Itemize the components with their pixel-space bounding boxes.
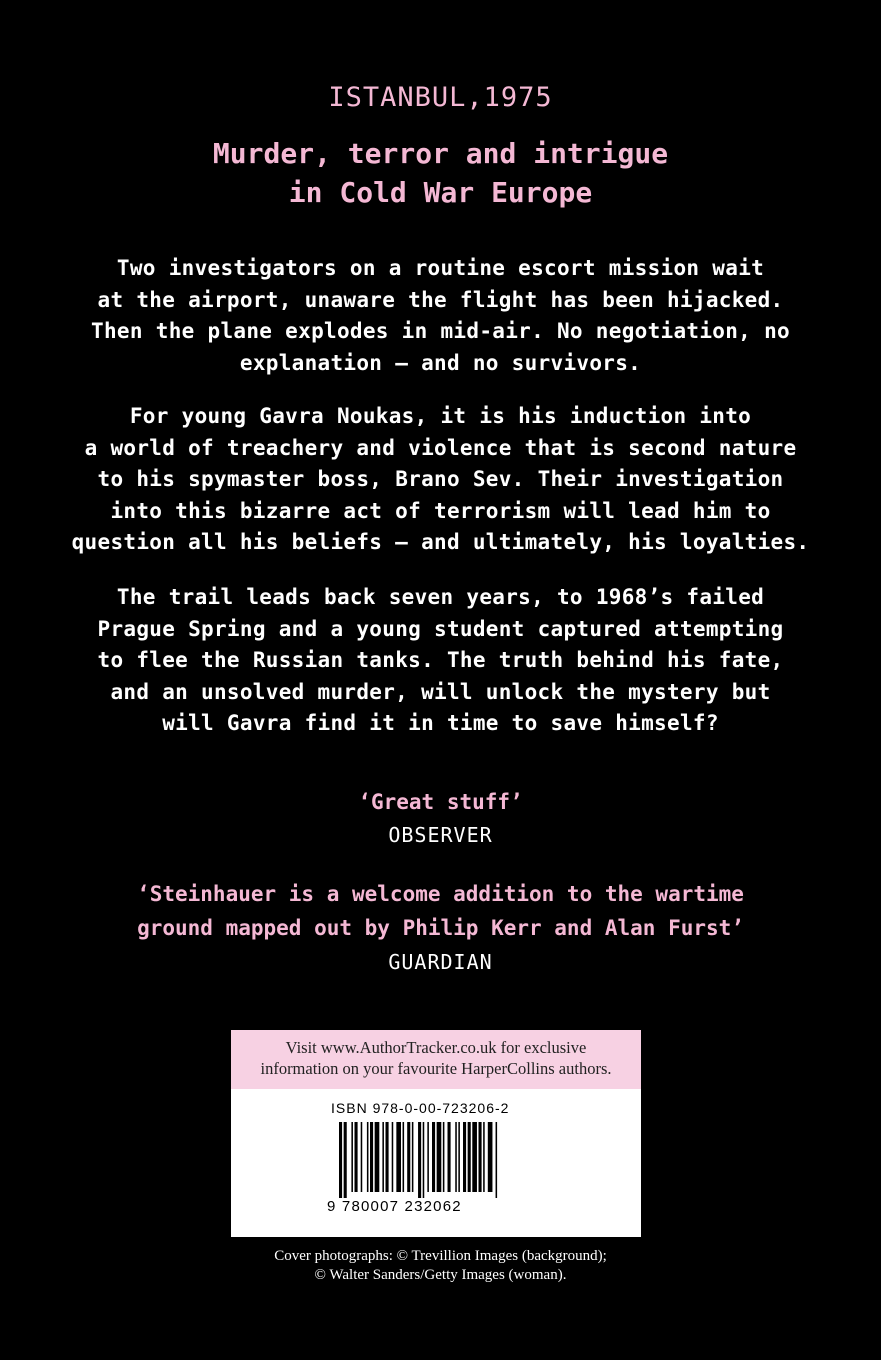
barcode-bar [403,1122,405,1192]
barcode-bar [361,1122,363,1192]
blurb-line: and an unsolved murder, will unlock the mystery but [110,679,771,704]
blurb-line: a world of treachery and violence that is second nature [84,435,797,460]
blurb-line: at the airport, unaware the flight has been hijacked. [97,287,784,312]
credits-line: © Walter Sanders/Getty Images (woman). [314,1267,567,1283]
blurb-line: Then the plane explodes in mid-air. No negotiation, no [91,319,790,343]
barcode-panel [231,1030,641,1237]
barcode-bar [382,1122,384,1192]
blurb-paragraph-2 [0,401,881,559]
blurb-line: into this bizarre act of terrorism will lead him to [110,498,771,523]
barcode-bar [355,1122,358,1192]
barcode-bar [458,1122,460,1192]
barcode-bar [407,1122,410,1192]
barcode-bar [344,1122,347,1198]
review-source: OBSERVER [388,823,493,847]
barcode-digits: 9 780007 232062 [327,1198,462,1215]
author-tracker-line: Visit www.AuthorTracker.co.uk for exclusive [285,1038,587,1057]
tagline [0,134,881,212]
barcode-bar [455,1122,457,1192]
barcode-bar [472,1122,477,1192]
barcode-bar [463,1122,466,1192]
barcode-bar [437,1122,442,1192]
barcode-bar [339,1122,342,1198]
barcode-bar [496,1122,498,1198]
isbn-label: ISBN 978-0-00-723206-2 [331,1100,510,1116]
author-tracker-line: information on your favourite HarperCollins authors. [260,1059,612,1078]
barcode-bar [418,1122,421,1198]
barcode-bar [488,1122,493,1192]
barcode-bar [427,1122,429,1192]
review-quote: ‘Great stuff’ [358,790,523,814]
barcode-bar [375,1122,380,1192]
barcode-bar [386,1122,389,1192]
blurb-line: Two investigators on a routine escort mission wait [116,256,765,280]
blurb-line: to flee the Russian tanks. The truth behind his fate, [97,648,784,672]
blurb-line: Prague Spring and a young student captured attempting [97,616,784,641]
review-guardian [0,877,881,979]
review-quote: ground mapped out by Philip Kerr and Alan Furst’ [137,916,744,940]
credits-line: Cover photographs: © Trevillion Images (background); [274,1248,607,1264]
review-source: GUARDIAN [388,950,493,974]
barcode-bar [483,1122,485,1192]
cover-credits [0,1247,881,1285]
barcode-bar [367,1122,369,1192]
blurb-paragraph-3 [0,582,881,740]
barcode-bar [423,1122,425,1198]
place-date-heading: ISTANBUL,1975 [328,82,553,113]
barcode-bar [448,1122,451,1192]
blurb-paragraph-1 [0,253,881,379]
review-quote: ‘Steinhauer is a welcome addition to the wartime [137,882,744,906]
barcode-bar [432,1122,435,1192]
barcode-bar [351,1122,353,1192]
barcode-bar [412,1122,414,1192]
blurb-line: will Gavra find it in time to save himself? [162,711,719,735]
barcode-icon [339,1122,531,1198]
blurb-line: question all his beliefs — and ultimately, his loyalties. [71,530,810,554]
barcode-bar [468,1122,471,1192]
barcode-bar [443,1122,445,1192]
barcode-bar [396,1122,401,1192]
author-tracker-banner [231,1030,641,1089]
blurb-line: to his spymaster boss, Brano Sev. Their investigation [97,467,784,491]
barcode-bar [392,1122,394,1192]
blurb-line: explanation — and no survivors. [239,350,642,375]
tagline-line: in Cold War Europe [288,176,593,209]
blurb-line: For young Gavra Noukas, it is his induction into [129,404,752,428]
review-observer [0,786,881,852]
barcode-bar [370,1122,373,1192]
tagline-line: Murder, terror and intrigue [212,137,669,170]
barcode-bar [479,1122,482,1192]
blurb-line: The trail leads back seven years, to 1968’s failed [116,585,765,609]
